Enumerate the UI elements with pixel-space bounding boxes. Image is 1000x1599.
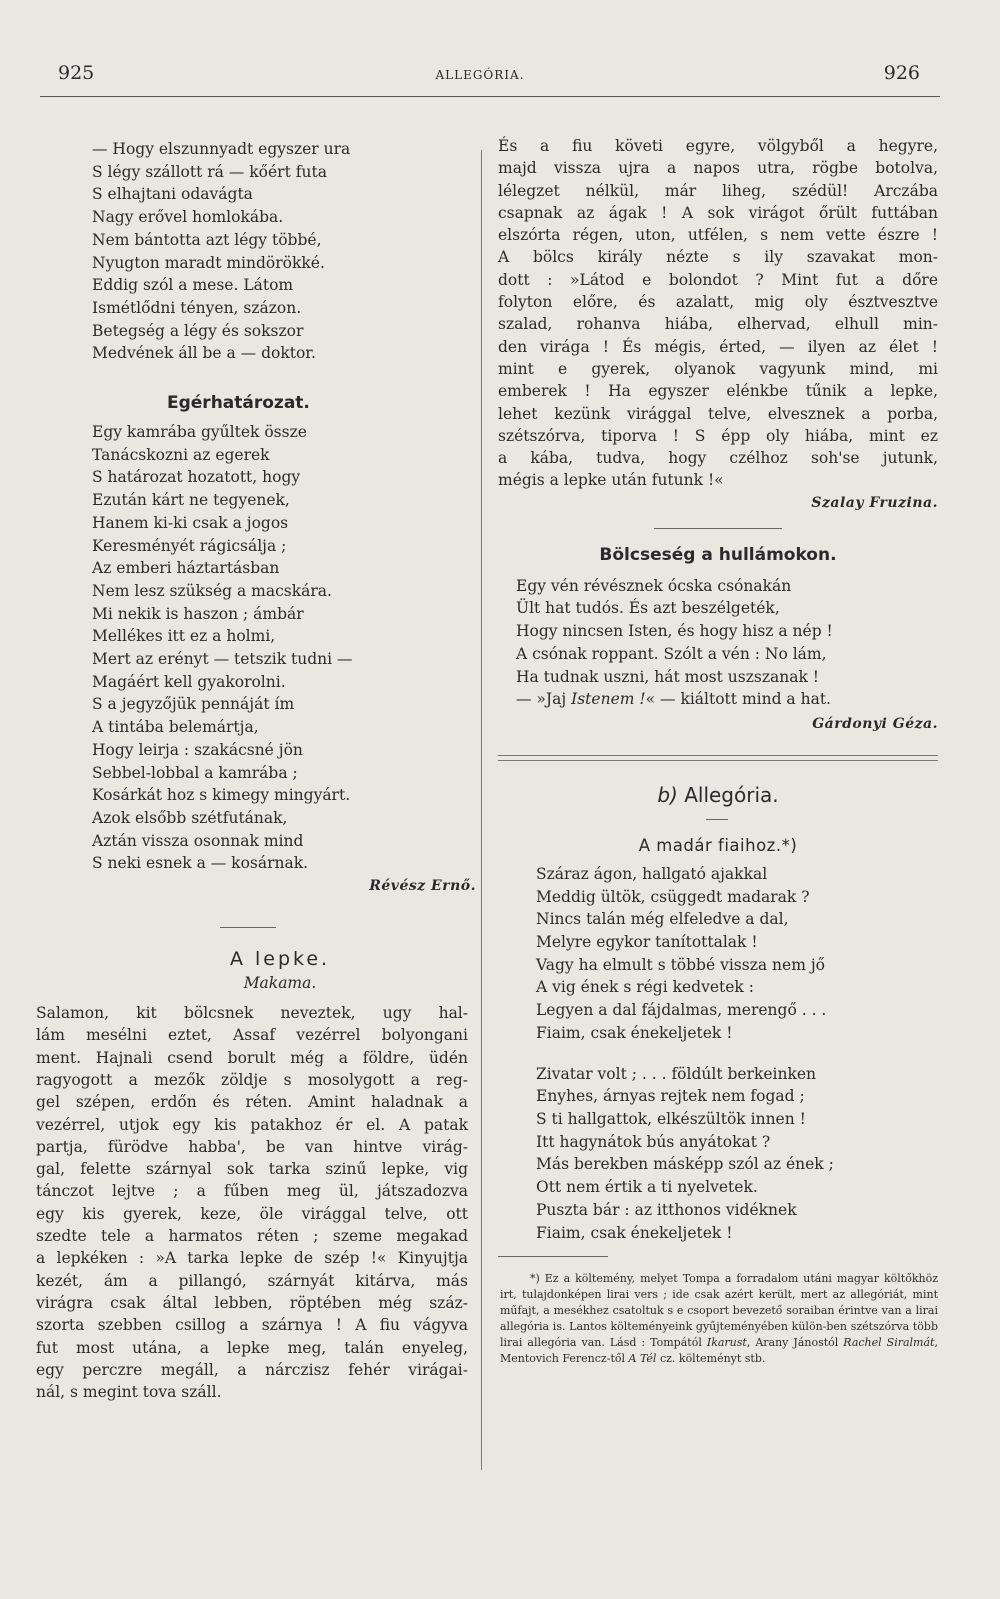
prose-line: A bölcs király nézte s ily szavakat mon- [498,248,938,267]
left-column [36,138,476,1403]
prose-line: virágra csak által lebben, röptében még száz- [36,1293,468,1312]
poem-egerhatarozat [92,421,468,875]
verse-line: A tintába belemártja, [92,718,259,737]
verse-line: Meddig ültök, csüggedt madarak ? [536,887,810,906]
prose-line: csapnak az ágak ! A sok virágot őrült futtában [498,203,938,222]
verse-line: Nyugton maradt mindörökké. [92,253,325,272]
prose-line: vezérrel, utjok egy kis patakhoz ér el. A patak [36,1115,468,1134]
prose-line: den virága ! És mégis, érted, — ilyen az élet ! [498,337,938,356]
verse-line: Ezután kárt ne tegyenek, [92,491,290,510]
prose-line: dott : »Látod e bolondot ? Mint fut a dőre [498,270,938,289]
prose-line: ment. Hajnali csend borult még a földre, üdén [36,1048,468,1067]
prose-line: majd vissza ujra a napos utra, rögbe botolva, [498,159,938,178]
verse-line: S ti hallgattok, elkészültök innen ! [536,1110,806,1128]
prose-title-lepke: A lepke. [229,948,331,971]
verse-line: Fiaim, csak énekeljetek ! [536,1023,733,1042]
prose-line: partja, fürödve habba', be van hintve virág- [36,1137,468,1156]
verse-line: Nincs talán még elfeledve a dal, [536,910,789,929]
verse-line: Az emberi háztartásban [92,559,280,578]
verse-line: Fiaim, csak énekeljetek ! [536,1223,733,1242]
column-divider [481,150,482,1470]
page-header [40,62,920,92]
prose-line: lélegzet nélkül, már liheg, szédül! Arczába [498,181,938,200]
verse-line: Ült hat tudós. És azt beszélgeték, [516,599,780,618]
verse-line: Hogy leirja : szakácsné jön [92,740,303,759]
verse-line: Tanácskozni az egerek [92,445,270,464]
verse-line: Legyen a dal fájdalmas, merengő . . . [536,1001,827,1020]
poem-bolcseseg [516,575,938,689]
prose-line: szalad, rohanva hiába, elhervad, elhull min- [498,315,938,334]
verse-line: Betegség a légy és sokszor [92,321,304,340]
verse-line: Kosárkát hoz s kimegy mingyárt. [92,786,351,805]
verse-line: Zivatar volt ; . . . földúlt berkeinken [536,1064,817,1083]
verse-line: Száraz ágon, hallgató ajakkal [536,864,768,883]
footnote-rule [498,1256,608,1257]
prose-line: tánczot lejtve ; a fűben meg ül, játszadozva [36,1182,468,1201]
verse-line: S légy szállott rá — kőért futa [92,162,327,181]
verse-line: Eddig szól a mese. Látom [92,276,294,295]
double-rule [498,755,938,761]
page-number-right: 926 [883,62,920,84]
poem-bolcseseg-last-line: — »Jaj Istenem !« — kiáltott mind a hat. [516,690,831,709]
verse-line: Magáért kell gyakorolni. [92,672,286,691]
verse-line: Mert az erényt — tetszik tudni — [92,650,353,669]
author-revesz: Révész Ernő. [369,878,476,895]
verse-line: S határozat hozatott, hogy [92,468,301,487]
prose-line: És a fiu követi egyre, völgyből a hegyre, [498,137,938,155]
verse-line: A vig ének s régi kedvetek : [536,978,754,997]
poem-title-egerhatarozat: Egérhatározat. [167,393,310,414]
section-rule-2 [654,528,782,529]
verse-line: Vagy ha elmult s többé vissza nem jő [536,955,825,974]
prose-line: egy perczre megáll, a nárczisz fehér virágai- [36,1360,468,1379]
verse-line: Ott nem értik a ti nyelvetek. [536,1178,758,1197]
prose-line: gal, felette szárnyal sok tarka szinű lepke, vig [36,1160,468,1179]
verse-line: Hanem ki-ki csak a jogos [92,513,289,532]
prose-line: egy kis gyerek, keze, öle virággal telve, ott [36,1204,468,1223]
verse-line: Keresményét rágicsálja ; [92,536,287,555]
verse-line: S a jegyzőjük pennáját ím [92,695,295,714]
prose-line: Salamon, kit bölcsnek neveztek, ugy hal- [36,1004,468,1023]
prose-lepke-part2 [498,135,938,492]
verse-line: — Hogy elszunnyadt egyszer ura [92,140,351,158]
section-rule [220,927,276,928]
prose-line: mint e gyerek, olyanok vagyunk mind, mi [498,359,938,378]
prose-line: mégis a lepke után futunk !« [498,471,724,490]
verse-line: Mi nekik is haszon ; ámbár [92,604,304,623]
running-title: ALLEGÓRIA. [435,68,525,82]
verse-line: Melyre egykor tanítottalak ! [536,933,758,952]
verse-line: Nagy erővel homlokába. [92,208,284,227]
verse-line: Aztán vissza osonnak mind [92,831,304,850]
poem-title-madar: A madár fiaihoz.*) [638,835,798,855]
section-rule-3 [706,819,728,820]
verse-line: Más berekben másképp szól az ének ; [536,1155,834,1174]
prose-line: a lepkéken : »A tarka lepke de szép !« Kinyujtja [36,1249,468,1268]
footnote: *) Ez a költemény, melyet Tompa a forradalom utáni magyar költőkhöz irt, tulajdonképen lirai vers ; ide csak azért került, mert az allegóriát, mint műfajt, a mesékhez csatoltuk s e csoport bevezető soraiban érintve van a lirai allegória is. Lantos költeményeink gyűjteményében külön-ben szétszórva több lirai allegória van. Lásd : Tompától Ikarust, Arany Jánostól Rachel Siralmát, Mentovich Ferencz-től A Tél cz. költeményt stb. [500,1272,938,1366]
prose-lepke-part1 [36,1002,468,1403]
prose-line: gel szépen, erdőn és réten. Amint haladnak a [36,1093,468,1112]
verse-line: Ismétlődni tényen, százon. [92,298,302,317]
prose-line: ragyogott a mezők zöldje s mosolygott a reg- [36,1070,468,1089]
verse-line: Nem lesz szükség a macskára. [92,581,332,600]
verse-line: Medvének áll be a — doktor. [92,344,316,363]
poem-fly-ending [92,138,468,365]
poem-madar-stanza-2 [536,1063,938,1245]
prose-subtitle-makama: Makama. [243,974,317,993]
verse-line: S neki esnek a — kosárnak. [92,854,309,873]
verse-line: S elhajtani odavágta [92,185,253,204]
section-heading-allegoria [498,783,938,807]
prose-line: lehet kezünk virággal telve, elvesznek a porba, [498,404,938,423]
prose-line: folyton előre, és azalatt, mig oly észtvesztve [498,293,938,312]
page-number-left: 925 [58,62,95,84]
prose-line: fut most utána, a lepke meg, talán enyeleg, [36,1338,468,1357]
verse-line: Hogy nincsen Isten, és hogy hisz a nép ! [516,622,833,641]
verse-line: Ha tudnak uszni, hát most uszszanak ! [516,667,820,686]
author-szalay: Szalay Fruzina. [811,494,938,511]
verse-line: Nem bántotta azt légy többé, [92,230,322,249]
verse-line: Enyhes, árnyas rejtek nem fogad ; [536,1087,805,1106]
prose-line: a kába, tudva, hogy czélhoz soh'se jutunk, [498,449,938,468]
prose-line: emberek ! Ha egyszer elénkbe tűnik a lepke, [498,382,938,401]
prose-line: szedte tele a harmatos réten ; szeme megakad [36,1227,468,1246]
verse-line: Azok elsőbb szétfutának, [92,808,288,827]
header-rule [40,96,940,97]
prose-line: szétszórva, tiporva ! S épp oly hiába, mint ez [498,426,938,445]
verse-line: Mellékes itt ez a holmi, [92,627,276,646]
right-column [498,135,938,1367]
verse-line: Puszta bár : az itthonos vidéknek [536,1200,797,1219]
prose-line: lám mesélni eztet, Assaf vezérrel bolyongani [36,1026,468,1045]
prose-line: szorta szebben csillog a szárnya ! A fiu vágyva [36,1316,468,1335]
prose-line: kezét, ám a pillangó, szárnyát kitárva, más [36,1271,468,1290]
prose-line: nál, s megint tova száll. [36,1383,222,1402]
section-title: Allegória. [684,782,779,807]
verse-line: Egy vén révésznek ócska csónakán [516,576,792,595]
prose-line: elszórta régen, uton, utfélen, s nem vette észre ! [498,226,938,245]
author-gardonyi: Gárdonyi Géza. [812,715,938,732]
verse-line: Sebbel-lobbal a kamrába ; [92,763,298,782]
poem-title-bolcseseg: Bölcseség a hullámokon. [599,544,837,565]
verse-line: Egy kamrába gyűltek össze [92,423,307,442]
poem-madar-stanza-1 [536,863,938,1045]
verse-line: A csónak roppant. Szólt a vén : No lám, [516,644,827,663]
section-label: b) [657,782,678,807]
verse-line: Itt hagynátok bús anyátokat ? [536,1132,771,1151]
